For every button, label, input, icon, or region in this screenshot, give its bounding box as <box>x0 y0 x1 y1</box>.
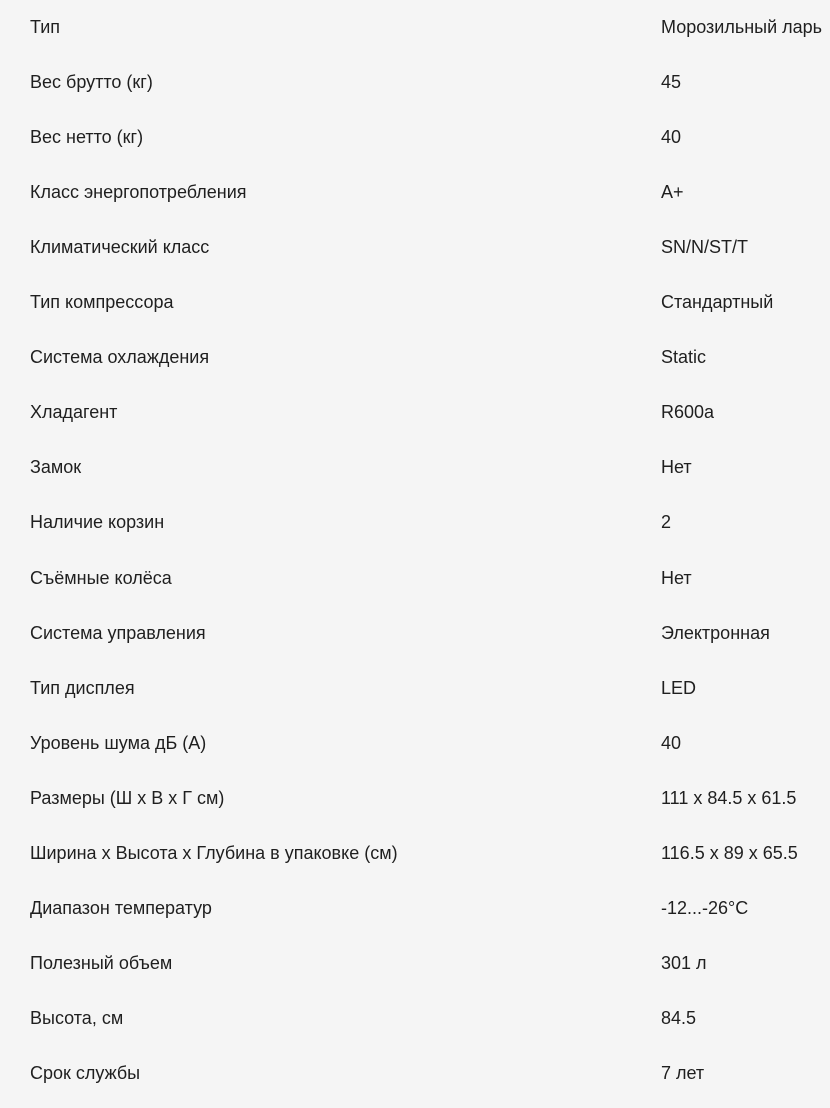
spec-value: Электронная <box>661 623 770 643</box>
spec-row <box>0 1046 830 1101</box>
spec-row <box>0 551 830 606</box>
spec-label: Срок службы <box>30 1063 141 1083</box>
spec-label: Ширина х Высота х Глубина в упаковке (см) <box>30 843 398 863</box>
spec-value: R600a <box>661 402 715 422</box>
spec-label: Система управления <box>30 623 206 643</box>
spec-value: 116.5 x 89 x 65.5 <box>661 843 798 863</box>
spec-row <box>0 165 830 220</box>
spec-value: -12...-26°C <box>661 898 749 918</box>
spec-row <box>0 991 830 1046</box>
spec-value: A+ <box>661 182 684 202</box>
spec-label: Тип <box>30 17 61 37</box>
spec-row <box>0 330 830 385</box>
spec-label: Климатический класс <box>30 237 210 257</box>
spec-label: Тип компрессора <box>30 292 174 312</box>
spec-row <box>0 716 830 771</box>
spec-value: Стандартный <box>661 292 774 312</box>
spec-label: Съёмные колёса <box>30 568 172 588</box>
spec-row <box>0 495 830 550</box>
spec-row <box>0 936 830 991</box>
spec-value: 40 <box>661 127 682 147</box>
spec-label: Высота, см <box>30 1008 124 1028</box>
spec-value: Нет <box>661 457 692 477</box>
spec-row <box>0 220 830 275</box>
spec-label: Хладагент <box>30 402 118 422</box>
spec-value: 2 <box>661 512 672 532</box>
spec-label: Вес брутто (кг) <box>30 72 153 92</box>
spec-row <box>0 661 830 716</box>
spec-value: Нет <box>661 568 692 588</box>
spec-row <box>0 0 830 55</box>
spec-label: Размеры (Ш х В х Г см) <box>30 788 225 808</box>
spec-label: Наличие корзин <box>30 512 165 532</box>
spec-row <box>0 55 830 110</box>
spec-row <box>0 881 830 936</box>
spec-row <box>0 606 830 661</box>
spec-value: SN/N/ST/T <box>661 237 749 257</box>
spec-value: 84.5 <box>661 1008 697 1028</box>
spec-value: Static <box>661 347 707 367</box>
spec-row <box>0 771 830 826</box>
spec-label: Диапазон температур <box>30 898 212 918</box>
spec-label: Тип дисплея <box>30 678 135 698</box>
spec-label: Система охлаждения <box>30 347 210 367</box>
spec-label: Полезный объем <box>30 953 173 973</box>
spec-value: 301 л <box>661 953 707 973</box>
spec-label: Класс энергопотребления <box>30 182 247 202</box>
spec-value: 7 лет <box>661 1063 705 1083</box>
spec-value: 40 <box>661 733 682 753</box>
spec-row <box>0 275 830 330</box>
spec-value: 111 x 84.5 x 61.5 <box>661 788 797 808</box>
spec-label: Уровень шума дБ (А) <box>30 733 207 753</box>
spec-label: Замок <box>30 457 82 477</box>
spec-row <box>0 385 830 440</box>
spec-label: Вес нетто (кг) <box>30 127 144 147</box>
spec-value: 45 <box>661 72 682 92</box>
spec-row <box>0 110 830 165</box>
spec-value: Морозильный ларь <box>661 17 823 37</box>
spec-value: LED <box>661 678 697 698</box>
spec-row <box>0 440 830 495</box>
spec-row <box>0 826 830 881</box>
